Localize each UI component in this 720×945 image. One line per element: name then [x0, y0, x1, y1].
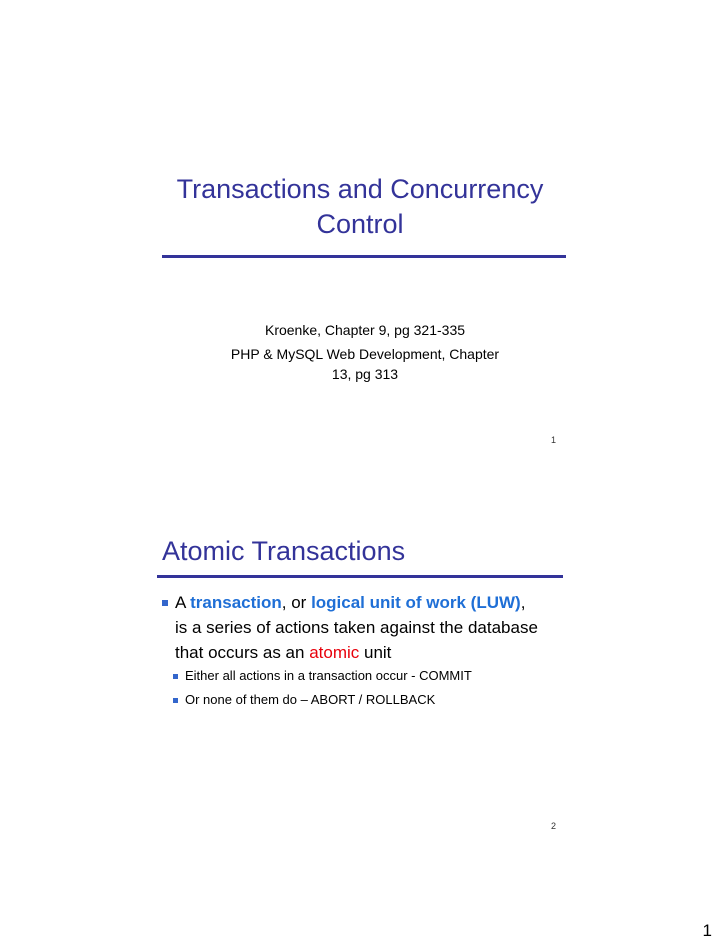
slide-1-title-line-2: Control: [316, 209, 404, 239]
bullet-comma: ,: [520, 593, 526, 612]
bullet-item: [175, 590, 575, 665]
term-atomic: atomic: [309, 643, 360, 662]
square-bullet-icon: [162, 600, 168, 606]
slide-1-subtitle-reference: [0, 344, 720, 384]
bullet-line-3-suffix: unit: [359, 643, 392, 662]
sub-bullet-item: [185, 666, 565, 686]
sheet-page-number: 1: [702, 921, 712, 940]
bullet-line-3: [175, 640, 575, 665]
slide-2-title: Atomic Transactions: [162, 536, 406, 566]
sub-bullet-item: [185, 690, 565, 710]
slide-1-subtitle-line-3: 13, pg 313: [331, 366, 399, 382]
slide-1-title: [0, 172, 720, 242]
bullet-line-1: [175, 590, 575, 615]
slide-1-page-number: 1: [551, 435, 557, 445]
bullet-prefix: A: [175, 593, 191, 612]
bullet-joiner: , or: [281, 593, 312, 612]
square-bullet-icon: [173, 698, 178, 703]
bullet-line-2: is a series of actions taken against the database: [175, 618, 538, 637]
slide-2-page-number: 2: [551, 821, 557, 831]
slide-1-subtitle-line-1: Kroenke, Chapter 9, pg 321-335: [264, 322, 466, 338]
slide-1-subtitle-line-2: PHP & MySQL Web Development, Chapter: [230, 346, 500, 362]
slide-1-title-underline: [162, 255, 566, 258]
term-transaction: transaction: [190, 593, 282, 612]
bullet-line-3-prefix: that occurs as an: [175, 643, 310, 662]
slide-1-title-line-1: Transactions and Concurrency: [176, 174, 544, 204]
slide-1: [0, 0, 720, 470]
term-luw: logical unit of work (LUW): [311, 593, 521, 612]
square-bullet-icon: [173, 674, 178, 679]
slide-2: [0, 470, 720, 880]
sub-bullet-text: Or none of them do – ABORT / ROLLBACK: [185, 692, 436, 707]
slide-2-title-underline: [157, 575, 563, 578]
sub-bullet-text: Either all actions in a transaction occur - COMMIT: [185, 668, 472, 683]
